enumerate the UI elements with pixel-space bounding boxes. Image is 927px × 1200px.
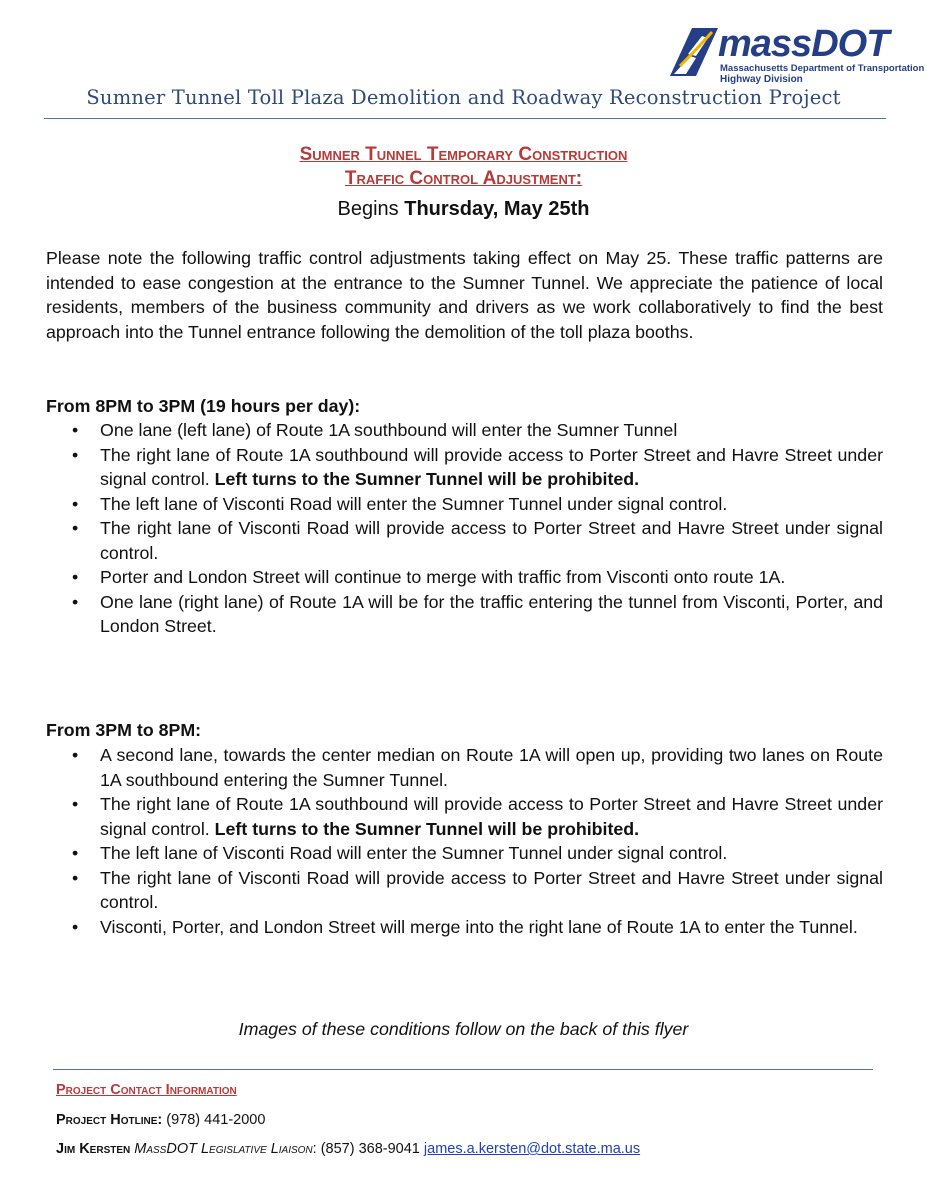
highway-logo-icon	[666, 26, 720, 78]
logo-wordmark: massDOT	[718, 23, 889, 65]
prohibited-notice: Left turns to the Sumner Tunnel will be prohibited.	[214, 469, 640, 489]
headline-line1: Sumner Tunnel Temporary Construction	[299, 144, 628, 165]
back-of-flyer-note: Images of these conditions follow on the back of this flyer	[238, 1019, 689, 1039]
list-item: • One lane (left lane) of Route 1A southbound will enter the Sumner Tunnel	[72, 420, 678, 440]
list-item: • The left lane of Visconti Road will enter the Sumner Tunnel under signal control.	[72, 493, 728, 514]
logo-department: Massachusetts Department of Transportation	[720, 63, 925, 74]
hotline-line	[56, 1112, 265, 1128]
begins-date: Thursday, May 25th	[404, 198, 590, 220]
section1-list	[46, 418, 883, 639]
begins-date-line	[0, 194, 927, 224]
list-item: • A second lane, towards the center median on Route 1A will open up, providing two lanes on Route 1A southbound entering the Sumner Tunnel.	[72, 745, 883, 790]
list-item: • The right lane of Route 1A southbound will provide access to Porter Street and Havre Street under signal control. Left turns to the Sumner Tunnel will be prohibited.	[72, 794, 883, 839]
list-item: • The left lane of Visconti Road will enter the Sumner Tunnel under signal control.	[72, 843, 728, 863]
list-item: • The right lane of Visconti Road will provide access to Porter Street and Havre Street under signal control.	[72, 518, 883, 563]
project-title: Sumner Tunnel Toll Plaza Demolition and Roadway Reconstruction Project	[86, 86, 841, 109]
liaison-phone: : (857) 368-9041	[312, 1141, 424, 1157]
list-item: • One lane (right lane) of Route 1A will be for the traffic entering the tunnel from Visconti, Porter, and London Street.	[72, 591, 883, 636]
liaison-email-link[interactable]: james.a.kersten@dot.state.ma.us	[423, 1141, 641, 1157]
list-item: • Porter and London Street will continue to merge with traffic from Visconti onto route 1A.	[72, 567, 786, 587]
hotline-label: Project Hotline:	[56, 1112, 163, 1128]
logo-division: Highway Division	[720, 74, 803, 85]
header-divider	[44, 118, 886, 119]
list-item: • The right lane of Visconti Road will provide access to Porter Street and Havre Street under signal control.	[72, 867, 883, 912]
list-item: • Visconti, Porter, and London Street will merge into the right lane of Route 1A to enter the Tunnel.	[72, 916, 858, 937]
begins-prefix: Begins	[337, 198, 405, 220]
contact-title: Project Contact Information	[56, 1082, 237, 1098]
liaison-line	[56, 1141, 640, 1157]
headline-line2: Traffic Control Adjustment:	[344, 168, 583, 189]
section2-list	[46, 743, 883, 939]
list-item: • The right lane of Route 1A southbound will provide access to Porter Street and Havre Street under signal control. Left turns to the Sumner Tunnel will be prohibited.	[72, 444, 883, 489]
liaison-role: MassDOT Legislative Liaison	[130, 1141, 313, 1157]
prohibited-notice: Left turns to the Sumner Tunnel will be prohibited.	[214, 818, 640, 839]
liaison-name: Jim Kersten	[56, 1141, 131, 1157]
hotline-number: (978) 441-2000	[162, 1112, 266, 1128]
section2-heading: From 3PM to 8PM:	[46, 720, 202, 740]
footer-divider	[53, 1069, 873, 1070]
section1-heading: From 8PM to 3PM (19 hours per day):	[46, 396, 361, 416]
massdot-logo	[660, 23, 925, 85]
intro-paragraph: Please note the following traffic control adjustments taking effect on May 25. These traffic patterns are intended to ease congestion at the entrance to the Sumner Tunnel. We appreciate the patience of local residents, members of the business community and drivers as we work collaboratively to find the best approach into the Tunnel entrance following the demolition of the toll plaza booths.	[46, 248, 883, 342]
